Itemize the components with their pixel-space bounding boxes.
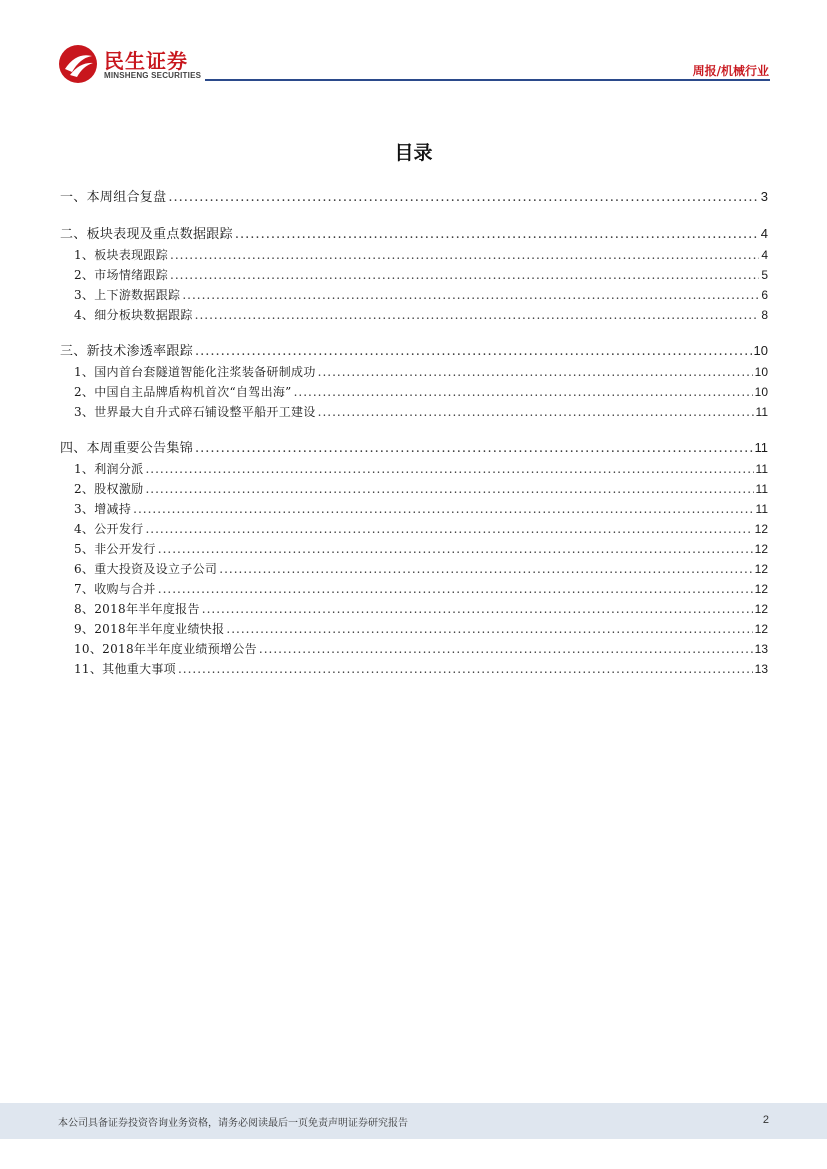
toc-entry-page: 11 bbox=[755, 482, 768, 496]
toc-entry-label: 6、重大投资及设立子公司 bbox=[74, 562, 218, 576]
toc-dot-leader bbox=[158, 539, 753, 559]
toc-dot-leader bbox=[294, 382, 753, 402]
toc-dot-leader bbox=[168, 187, 758, 209]
table-of-contents bbox=[60, 182, 768, 679]
toc-entry-page: 10 bbox=[754, 385, 768, 399]
toc-section-entry[interactable] bbox=[60, 186, 768, 208]
toc-entry-page: 11 bbox=[755, 502, 768, 516]
toc-entry-page: 5 bbox=[761, 268, 768, 282]
toc-dot-leader bbox=[195, 305, 760, 325]
toc-subsection-entry[interactable] bbox=[60, 265, 768, 285]
toc-subsection-entry[interactable] bbox=[60, 402, 768, 422]
toc-dot-leader bbox=[318, 402, 754, 422]
toc-entry-label: 5、非公开发行 bbox=[74, 542, 156, 556]
toc-subsection-entry[interactable] bbox=[60, 579, 768, 599]
toc-entry-label: 3、增减持 bbox=[74, 502, 132, 516]
toc-subsection-entry[interactable] bbox=[60, 499, 768, 519]
toc-entry-label: 8、2018年半年度报告 bbox=[74, 602, 200, 616]
toc-entry-page: 3 bbox=[760, 189, 768, 204]
toc-entry-label: 1、板块表现跟踪 bbox=[74, 248, 169, 262]
toc-dot-leader bbox=[235, 224, 759, 246]
toc-subsection-entry[interactable] bbox=[60, 659, 768, 679]
minsheng-logo-icon bbox=[58, 44, 98, 84]
toc-entry-page: 8 bbox=[761, 308, 768, 322]
toc-entry-label: 3、上下游数据跟踪 bbox=[74, 288, 181, 302]
toc-subsection-entry[interactable] bbox=[60, 459, 768, 479]
toc-subsection-entry[interactable] bbox=[60, 305, 768, 325]
report-category: 周报/机械行业 bbox=[692, 64, 769, 78]
toc-dot-leader bbox=[145, 479, 753, 499]
toc-subsection-entry[interactable] bbox=[60, 362, 768, 382]
toc-entry-page: 11 bbox=[755, 405, 768, 419]
toc-dot-leader bbox=[195, 438, 752, 460]
toc-subsection-entry[interactable] bbox=[60, 619, 768, 639]
toc-subsection-entry[interactable] bbox=[60, 559, 768, 579]
page-footer bbox=[0, 1103, 827, 1139]
toc-entry-label: 2、中国自主品牌盾构机首次“自驾出海” bbox=[74, 385, 292, 399]
toc-entry-page: 12 bbox=[754, 582, 768, 596]
toc-dot-leader bbox=[182, 285, 759, 305]
toc-entry-page: 12 bbox=[754, 622, 768, 636]
toc-dot-leader bbox=[145, 519, 752, 539]
logo-english-name: MINSHENG SECURITIES bbox=[104, 71, 202, 80]
toc-entry-page: 4 bbox=[760, 226, 768, 241]
toc-entry-page: 10 bbox=[753, 343, 768, 358]
toc-entry-label: 4、细分板块数据跟踪 bbox=[74, 308, 193, 322]
toc-dot-leader bbox=[145, 459, 753, 479]
toc-entry-label: 4、公开发行 bbox=[74, 522, 144, 536]
toc-entry-page: 10 bbox=[754, 365, 768, 379]
toc-entry-page: 13 bbox=[754, 642, 768, 656]
toc-subsection-entry[interactable] bbox=[60, 539, 768, 559]
toc-entry-label: 1、国内首台套隧道智能化注浆装备研制成功 bbox=[74, 365, 316, 379]
toc-dot-leader bbox=[226, 619, 752, 639]
minsheng-logo bbox=[58, 44, 208, 84]
page-header bbox=[0, 0, 827, 90]
toc-entry-page: 12 bbox=[754, 602, 768, 616]
toc-entry-page: 12 bbox=[754, 542, 768, 556]
toc-subsection-entry[interactable] bbox=[60, 519, 768, 539]
toc-subsection-entry[interactable] bbox=[60, 639, 768, 659]
toc-dot-leader bbox=[158, 579, 753, 599]
toc-entry-label: 3、世界最大自升式碎石铺设整平船开工建设 bbox=[74, 405, 316, 419]
toc-entry-label: 二、板块表现及重点数据跟踪 bbox=[60, 227, 233, 242]
toc-entry-label: 9、2018年半年度业绩快报 bbox=[74, 622, 225, 636]
toc-title: 目录 bbox=[394, 142, 433, 164]
toc-dot-leader bbox=[318, 362, 753, 382]
toc-subsection-entry[interactable] bbox=[60, 479, 768, 499]
toc-subsection-entry[interactable] bbox=[60, 382, 768, 402]
toc-subsection-entry[interactable] bbox=[60, 285, 768, 305]
toc-section-entry[interactable] bbox=[60, 437, 768, 459]
toc-entry-label: 11、其他重大事项 bbox=[74, 662, 176, 676]
logo-chinese-name: 民生证券 bbox=[104, 49, 188, 73]
page-number: 2 bbox=[762, 1114, 769, 1126]
toc-dot-leader bbox=[219, 559, 752, 579]
toc-entry-label: 10、2018年半年度业绩预增公告 bbox=[74, 642, 257, 656]
toc-section-entry[interactable] bbox=[60, 223, 768, 245]
toc-entry-label: 7、收购与合并 bbox=[74, 582, 156, 596]
toc-dot-leader bbox=[170, 245, 759, 265]
toc-entry-page: 12 bbox=[754, 562, 768, 576]
toc-section-entry[interactable] bbox=[60, 340, 768, 362]
header-divider bbox=[205, 79, 770, 81]
toc-subsection-entry[interactable] bbox=[60, 599, 768, 619]
toc-entry-page: 12 bbox=[754, 522, 768, 536]
toc-entry-page: 11 bbox=[755, 462, 768, 476]
toc-entry-label: 三、新技术渗透率跟踪 bbox=[60, 344, 194, 359]
toc-entry-page: 6 bbox=[761, 288, 768, 302]
toc-dot-leader bbox=[259, 639, 753, 659]
toc-dot-leader bbox=[202, 599, 753, 619]
toc-dot-leader bbox=[133, 499, 753, 519]
toc-entry-page: 11 bbox=[754, 440, 768, 455]
toc-entry-label: 2、股权激励 bbox=[74, 482, 144, 496]
footer-disclaimer: 本公司具备证券投资咨询业务资格，请务必阅读最后一页免责声明证券研究报告 bbox=[58, 1118, 408, 1129]
toc-entry-label: 四、本周重要公告集锦 bbox=[60, 441, 194, 456]
toc-entry-page: 4 bbox=[761, 248, 768, 262]
toc-entry-page: 13 bbox=[754, 662, 768, 676]
toc-subsection-entry[interactable] bbox=[60, 245, 768, 265]
toc-entry-label: 2、市场情绪跟踪 bbox=[74, 268, 169, 282]
toc-dot-leader bbox=[178, 659, 753, 679]
toc-dot-leader bbox=[170, 265, 759, 285]
toc-entry-label: 一、本周组合复盘 bbox=[60, 190, 167, 205]
toc-entry-label: 1、利润分派 bbox=[74, 462, 144, 476]
toc-dot-leader bbox=[195, 341, 752, 363]
